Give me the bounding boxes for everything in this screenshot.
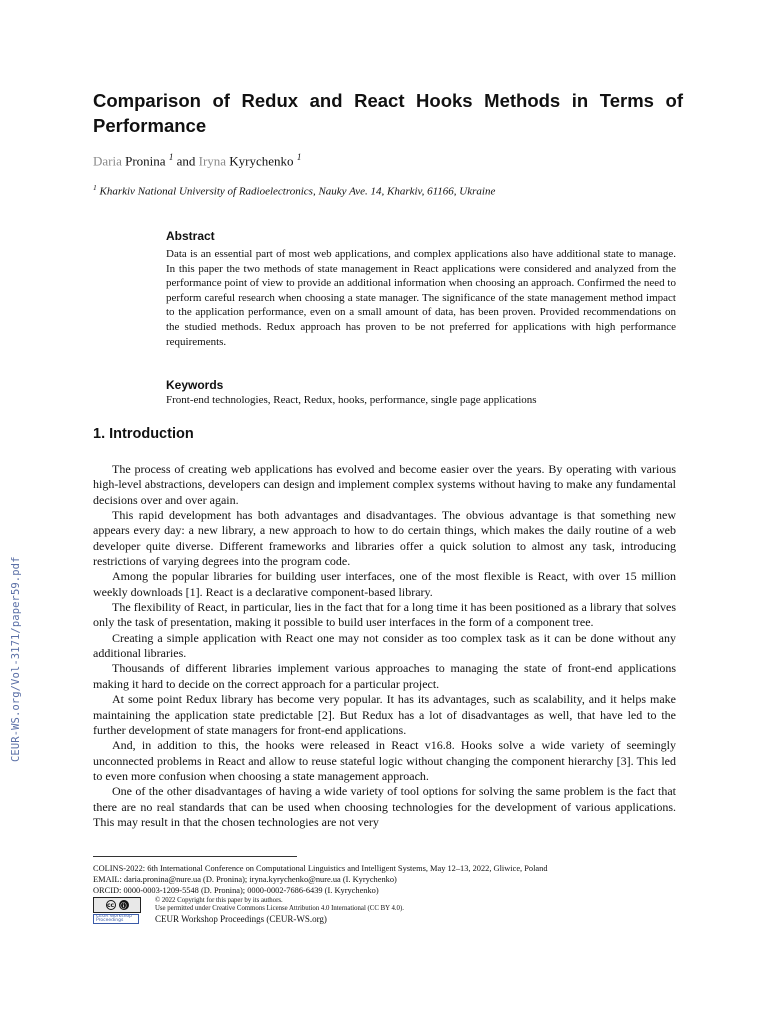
by-person-icon: ⓘ <box>119 900 129 910</box>
author1-last-name: Pronina <box>125 153 166 169</box>
paragraph: Among the popular libraries for building user interfaces, one of the most flexible is React, with over 15 million weekly downloads [1]. React is a declarative component-based library. <box>93 569 676 599</box>
paragraph: Thousands of different libraries implement various approaches to managing the state of front-end applications making it hard to decide on the correct approach for a particular project. <box>93 661 676 691</box>
paragraph: And, in addition to this, the hooks were released in React v16.8. Hooks solve a wide variety of seemingly unconnected problems in React and allow to reuse stateful logic without changing the component hierarchy [3]. This led to even more confusion when choosing a state management approach. <box>93 738 676 783</box>
author2-affil-marker: 1 <box>296 152 302 162</box>
affiliation-marker: 1 <box>93 183 97 192</box>
paragraph: The flexibility of React, in particular, lies in the fact that for a long time it has been positioned as a library that solves only the task of presentation, making it possible to build user interfaces in the form of a component tree. <box>93 600 676 630</box>
copyright-line: © 2022 Copyright for this paper by its authors. <box>155 897 283 904</box>
proceedings-line: CEUR Workshop Proceedings (CEUR-WS.org) <box>155 914 327 924</box>
license-text <box>155 897 404 912</box>
paper-title: Comparison of Redux and React Hooks Methods in Terms of Performance <box>93 90 683 136</box>
affiliation-text: Kharkiv National University of Radioelectronics, Nauky Ave. 14, Kharkiv, 61166, Ukraine <box>99 185 496 198</box>
author1-affil-marker: 1 <box>168 152 174 162</box>
email-note: EMAIL: daria.pronina@nure.ua (D. Pronina); iryna.kyrychenko@nure.ua (I. Kyrychenko) <box>93 875 397 884</box>
abstract-heading: Abstract <box>166 229 215 243</box>
section-body <box>93 462 676 846</box>
affiliation <box>93 183 495 198</box>
paragraph: Creating a simple application with React one may not consider as too complex task as it can be done without any additional libraries. <box>93 630 676 661</box>
author-conjunction: and <box>176 153 196 169</box>
footnote-rule <box>93 856 297 857</box>
side-url-link[interactable]: CEUR-WS.org/Vol-3171/paper59.pdf <box>10 556 22 762</box>
author2-first-name: Iryna <box>198 153 227 169</box>
keywords-heading: Keywords <box>166 378 224 392</box>
ceur-logo-icon: CEUR Workshop Proceedings <box>93 914 139 924</box>
conference-note: COLINS-2022: 6th International Conference on Computational Linguistics and Intelligent Systems, May 12–13, 2022, Gliwice, Poland <box>93 864 548 873</box>
paragraph: At some point Redux library has become very popular. It has its advantages, such as scalability, and it helps make maintaining the application state predictable [2]. But Redux has a lot of disadvantages as well, that have led to the further development of state managers for front-end applications. <box>93 692 676 737</box>
abstract-text: Data is an essential part of most web applications, and complex applications also have additional state to manage. In this paper the two methods of state management in React applications were considered and analyzed from the performance point of view to provide an additional information when choosing an approach. Confirmed the need to perform careful research when choosing a state manager. The significance of the state management method impact to the application performance, even on a small amount of data, has been proven. Provided recommendations on the studied methods. Redux approach has proven to be not preferred for applications with high performance requirements. <box>166 248 676 348</box>
paragraph: One of the other disadvantages of having a wide variety of tool options for solving the same problem is the fact that there are no real standards that can be used when choosing technologies for the development of various applications. This may result in that the chosen technologies are not very <box>93 784 676 829</box>
paragraph: The process of creating web applications has evolved and become easier over the years. By operating with various high-level abstractions, developers can design and implement complex systems without having to make any fundamental decisions over and over again. <box>93 462 676 507</box>
author1-first-name: Daria <box>93 153 122 169</box>
cc-icon: cc <box>106 901 115 909</box>
license-line: Use permitted under Creative Commons License Attribution 4.0 International (CC BY 4.0). <box>155 904 404 912</box>
license-row <box>93 897 513 927</box>
keywords-text: Front-end technologies, React, Redux, hooks, performance, single page applications <box>166 394 537 406</box>
author2-last-name: Kyrychenko <box>229 153 294 169</box>
section-heading: 1. Introduction <box>93 426 194 442</box>
author-line <box>93 152 301 169</box>
orcid-note: ORCID: 0000-0003-1209-5548 (D. Pronina); 0000-0002-7686-6439 (I. Kyrychenko) <box>93 886 379 895</box>
footnote-block <box>93 863 693 896</box>
cc-by-license-icon <box>93 897 141 913</box>
paragraph: This rapid development has both advantages and disadvantages. The obvious advantage is that something new appears every day: a new library, a new approach to how to do certain things, which makes the daily routine of a web developer quite diverse. Different frameworks and libraries offer a quick solution to almost any task, introducing restrictions of varying degrees into the program code. <box>93 508 676 569</box>
